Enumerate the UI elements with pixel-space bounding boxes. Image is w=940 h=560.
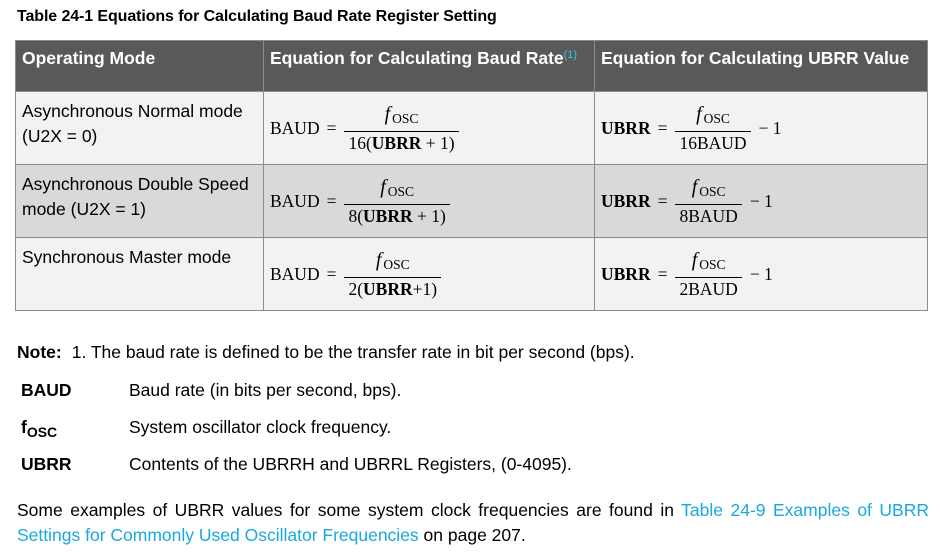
baud-equation: BAUD = $\frac{f _{OSC}}{\text{16(UBRR + 1)}}$: [270, 104, 459, 153]
operating-mode-cell: Asynchronous Normal mode (U2X = 0): [16, 92, 264, 165]
table-row: [16, 92, 928, 165]
note-label: Note:: [17, 342, 62, 362]
operating-mode-cell: Synchronous Master mode: [16, 238, 264, 311]
definition-desc: Contents of the UBRRH and UBRRL Registers, (0-4095).: [129, 454, 572, 474]
baud-equation: BAUD = $\frac{f _{OSC}}{\text{2(UBRR+1)}}$: [270, 250, 441, 299]
note-text: 1. The baud rate is defined to be the transfer rate in bit per second (bps).: [71, 342, 635, 362]
baud-fraction: $\frac{f _{OSC}}{\text{8(UBRR + 1)}}$: [344, 177, 449, 226]
header-operating-mode: Operating Mode: [16, 41, 264, 92]
table-24-9-link[interactable]: Table 24-9 Examples of UBRR Settings for Commonly Used Oscillator Frequencies: [17, 500, 930, 545]
ubrr-equation-cell: [595, 238, 928, 311]
definition-term: UBRR: [21, 454, 72, 474]
definition-item: [21, 380, 572, 417]
ubrr-equation-cell: [595, 165, 928, 238]
note: [17, 342, 635, 363]
header-baud-equation: Equation for Calculating Baud Rate$^{(1)}$: [264, 41, 595, 92]
baud-fraction: $\frac{f _{OSC}}{\text{2(UBRR+1)}}$: [344, 250, 441, 299]
baud-equation-cell: [264, 238, 595, 311]
baud-equation-cell: [264, 92, 595, 165]
definition-desc: System oscillator clock frequency.: [129, 417, 392, 437]
baud-rate-table: [15, 40, 928, 311]
ubrr-fraction: $\frac{f _{OSC}}{\text{8BAUD}}$: [675, 177, 741, 226]
baud-fraction: $\frac{f _{OSC}}{\text{16(UBRR + 1)}}$: [344, 104, 458, 153]
definition-term: BAUD: [21, 380, 72, 400]
operating-mode-cell: Asynchronous Double Speed mode (U2X = 1): [16, 165, 264, 238]
table-row: [16, 238, 928, 311]
definition-desc: Baud rate (in bits per second, bps).: [129, 380, 402, 400]
baud-equation: BAUD = $\frac{f _{OSC}}{\text{8(UBRR + 1)}}$: [270, 177, 450, 226]
baud-equation-cell: [264, 165, 595, 238]
ubrr-equation-cell: [595, 92, 928, 165]
definition-item: [21, 417, 572, 454]
definitions-list: [21, 380, 572, 491]
ubrr-equation: UBRR = $\frac{f _{OSC}}{\text{16BAUD}}$ − 1: [601, 102, 782, 153]
ubrr-equation: UBRR = $\frac{f _{OSC}}{\text{8BAUD}}$ − 1: [601, 175, 773, 226]
header-ubrr-equation: Equation for Calculating UBRR Value: [595, 41, 928, 92]
table-caption: Table 24-1 Equations for Calculating Baud Rate Register Setting: [17, 8, 497, 25]
definition-item: [21, 454, 572, 491]
ubrr-equation: UBRR = $\frac{f _{OSC}}{\text{2BAUD}}$ − 1: [601, 248, 773, 299]
definition-term: $f_{OSC}$: [21, 417, 58, 440]
ubrr-fraction: $\frac{f _{OSC}}{\text{2BAUD}}$: [675, 250, 741, 299]
table-header-row: [16, 41, 928, 92]
table-row: [16, 165, 928, 238]
footnote-ref[interactable]: (1): [563, 49, 578, 61]
examples-paragraph: Some examples of UBRR values for some system clock frequencies are found in Table 24-9 Examples of UBRR Settings for Commonly Used Oscillator Frequencies on page 207.: [17, 500, 930, 545]
ubrr-fraction: $\frac{f _{OSC}}{\text{16BAUD}}$: [675, 104, 750, 153]
